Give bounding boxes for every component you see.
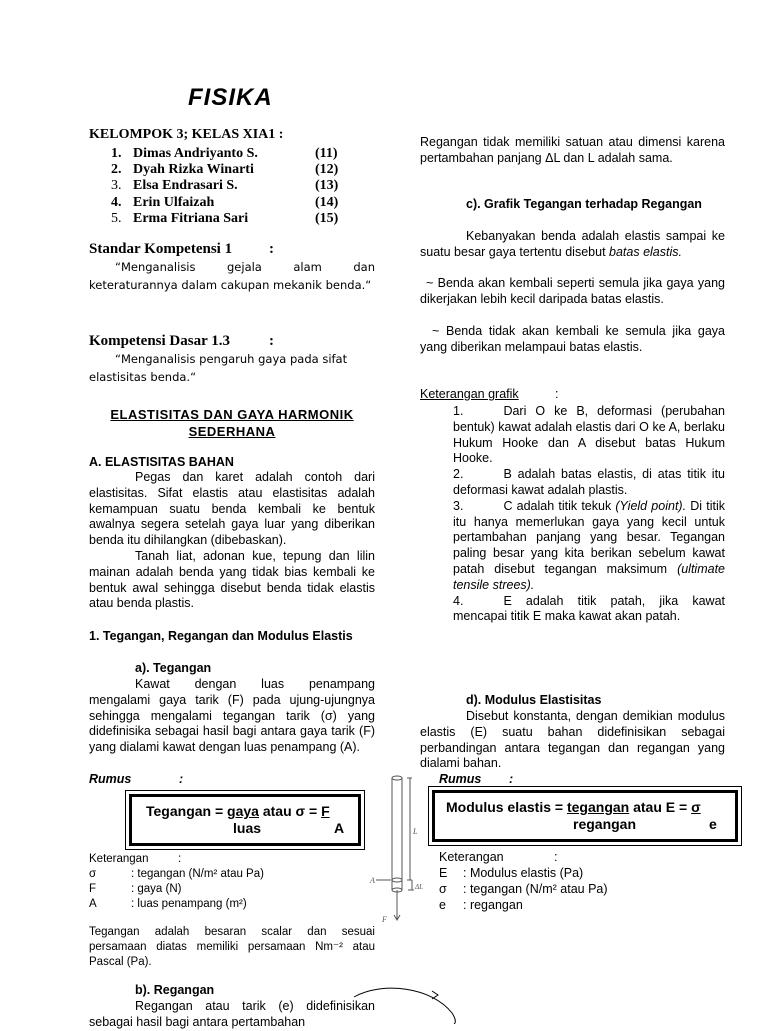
tegangan-heading: a). Tegangan <box>135 661 212 675</box>
member-list <box>89 146 359 227</box>
keterangan-1: Keterangan : σ : tegangan (N/m² atau Pa) F : gaya (N) A : luas penampang (m²) <box>89 853 264 910</box>
list-item: 4. Erin Ulfaizah (14) <box>111 194 339 210</box>
figure-label-F: F <box>382 915 387 924</box>
group-heading: KELOMPOK 3; KELAS XIA1 : <box>89 127 284 142</box>
rumus-label: Rumus : <box>89 772 184 786</box>
section-title: ELASTISITAS DAN GAYA HARMONIK SEDERHANA <box>110 407 354 439</box>
modulus-heading: d). Modulus Elastisitas <box>466 693 602 707</box>
formula-modulus: Modulus elastis = tegangan atau E = σ <box>446 799 701 815</box>
regangan-paragraph: Regangan atau tarik (e) didefinisikan sebagai hasil bagi antara pertambahan <box>89 999 375 1029</box>
section-a-heading: A. ELASTISITAS BAHAN <box>89 455 234 469</box>
list-item: 3. C adalah titik tekuk (Yield point). Di titik itu hanya memerlukan gaya yang kecil untuk pertambahan panjang yang besar. Tegangan paling besar yang kita berikan sebelum kawat patah disebut tegangan maksimum (ultimate tensile strees). <box>453 498 725 592</box>
grafik-heading: c). Grafik Tegangan terhadap Regangan <box>466 197 702 211</box>
formula-tegangan-box <box>129 794 361 846</box>
section-a-paragraph-1: Pegas dan karet adalah contoh dari elastisitas. Sifat elastis atau elastisitas adalah kemampuan suatu benda kembali ke bentuk awalnya segera setelah gaya luar yang diberikan benda itu dihilangkan (dibebaskan). <box>89 470 375 548</box>
grafik-bullet-1: ~ Benda akan kembali seperti semula jika gaya yang dikerjakan lebih kecil daripada batas elastis. <box>420 276 725 306</box>
kompetensi-text: “Menganalisis pengaruh gaya pada sifat elastisitas benda.“ <box>89 352 348 384</box>
keterangan-grafik-list <box>453 404 725 625</box>
keterangan-grafik-label: Keterangan grafik : <box>420 387 559 401</box>
formula-tegangan: Tegangan = gaya atau σ = F <box>146 803 330 819</box>
figure-label-A: A <box>370 876 375 885</box>
formula-modulus-denominator: regangan <box>573 816 637 832</box>
right-paragraph-1: Regangan tidak memiliki satuan atau dimensi karena pertambahan panjang ΔL dan L adalah sama. <box>420 135 725 165</box>
subsection-1-heading: 1. Tegangan, Regangan dan Modulus Elastis <box>89 629 353 643</box>
formula-tegangan-denominator-symbol: A <box>334 820 345 836</box>
list-item: 1. Dimas Andriyanto S. (11) <box>111 146 338 161</box>
figure-label-dL: ΔL <box>415 883 424 891</box>
regangan-heading: b). Regangan <box>135 983 215 997</box>
keterangan-2: Keterangan : E : Modulus elastis (Pa) σ : tegangan (N/m² atau Pa) e : regangan <box>439 850 608 912</box>
kompetensi-heading: Kompetensi Dasar 1.3 : <box>89 333 274 349</box>
standar-text: “Menganalisis gejala alam dan keteraturannya dalam cakupan mekanik benda.“ <box>89 260 375 292</box>
standar-heading: Standar Kompetensi 1 : <box>89 241 274 257</box>
formula-modulus-box <box>432 790 738 842</box>
list-item: 5. Erma Fitriana Sari (15) <box>111 210 339 226</box>
list-item: 4. E adalah titik patah, jika kawat mencapai titik E maka kawat akan patah. <box>453 593 725 624</box>
tegangan-paragraph: Kawat dengan luas penampang mengalami gaya tarik (F) pada ujung-ujungnya sehingga mengalami tegangan tarik (σ) yang didefinisika sebagai hasil bagi antara gaya tarik (F) yang dialami kawat dengan luas penampang (A). <box>89 677 375 755</box>
modulus-paragraph: Disebut konstanta, dengan demikian modulus elastis (E) suatu bahan didefinisikan sebagai perbandingan antara tegangan dan regangan yang dialami bahan. <box>420 709 725 771</box>
list-item: 2. Dyah Rizka Winarti (12) <box>111 162 339 178</box>
wire-tension-figure <box>362 770 440 930</box>
list-item: 2. B adalah batas elastis, di atas titik itu deformasi kawat adalah plastis. <box>453 467 725 497</box>
list-item: 1. Dari O ke B, deformasi (perubahan bentuk) kawat adalah elastis dari O ke A, berlaku Hukum Hooke dan A disebut batas Hukum Hooke. <box>453 404 725 466</box>
list-item: 3. Elsa Endrasari S. (13) <box>111 178 339 194</box>
figure-label-L: L <box>413 827 418 836</box>
formula-tegangan-denominator: luas <box>233 820 262 836</box>
page-title: FISIKA <box>188 84 273 111</box>
grafik-bullet-2: ~ Benda tidak akan kembali ke semula jika gaya yang diberikan melampaui batas elastis. <box>420 324 725 354</box>
rumus-label-2: Rumus : <box>439 772 514 786</box>
formula-modulus-denominator-symbol: e <box>709 816 717 832</box>
grafik-paragraph: Kebanyakan benda adalah elastis sampai ke suatu besar gaya tertentu disebut batas elastis. <box>420 229 725 259</box>
section-a-paragraph-2: Tanah liat, adonan kue, tepung dan lilin mainan adalah benda yang tidak bias kembali ke bentuk awal sehingga disebut benda tidak elastis atau benda plastis. <box>89 549 375 611</box>
curve-fragment <box>352 985 462 1024</box>
tegangan-note: Tegangan adalah besaran scalar dan sesuai persamaan diatas memiliki persamaan Nm⁻² atau Pascal (Pa). <box>89 926 375 968</box>
